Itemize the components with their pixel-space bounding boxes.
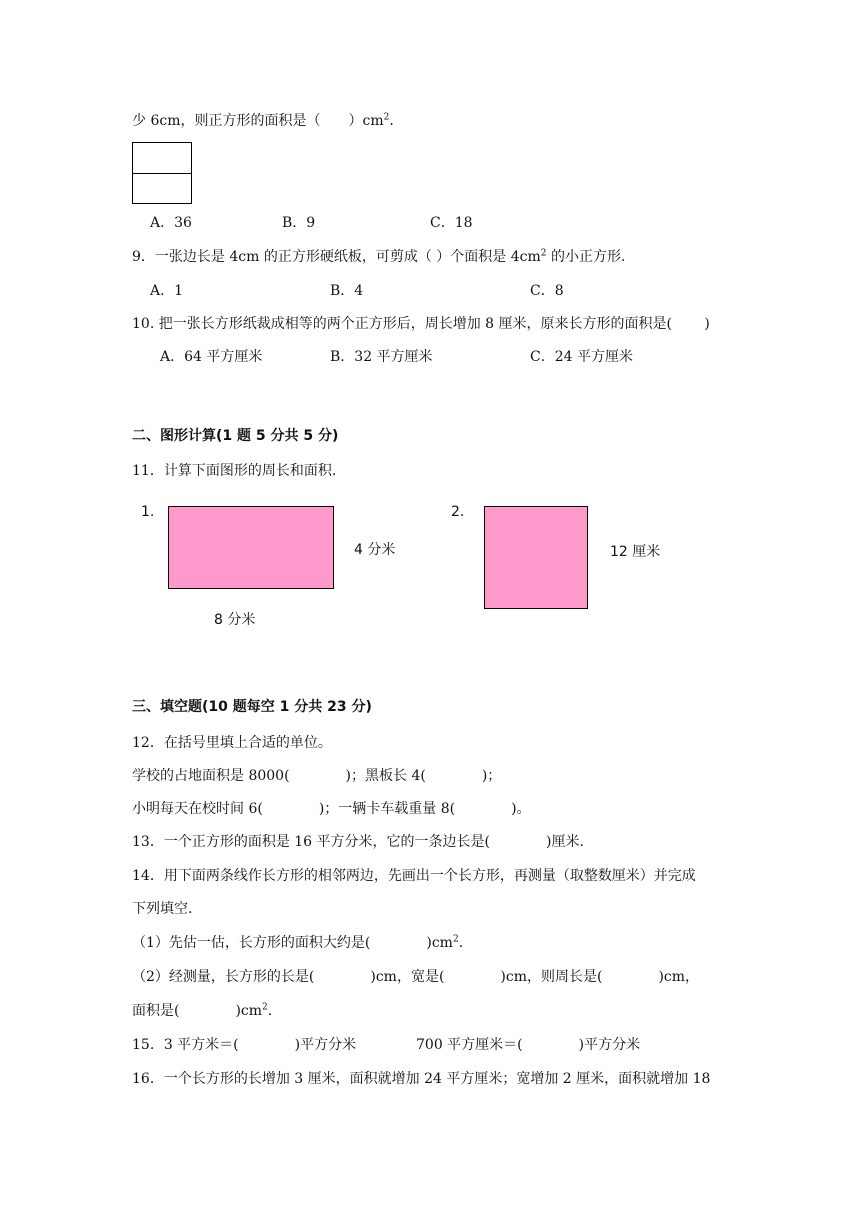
q15-right: 700 平方厘米＝( )平方分米 <box>416 1037 641 1053</box>
q8-superscript: 2 <box>383 112 390 123</box>
q10-option-c: C．24 平方厘米 <box>530 349 633 365</box>
q14-part-2-cont-main: 面积是( )cm <box>132 1003 263 1019</box>
q14-part-2: （2）经测量，长方形的长是( )cm，宽是( )cm，则周长是( )cm， <box>132 969 700 985</box>
q15-left: 15．3 平方米＝( )平方分米 <box>132 1037 357 1053</box>
q9-text-end: 的小正方形. <box>546 249 626 265</box>
q10-option-b: B．32 平方厘米 <box>330 349 433 365</box>
q8-option-c: C．18 <box>430 215 473 231</box>
figure-1-number: 1. <box>141 504 155 520</box>
q14-part-2-cont-end: . <box>267 1003 273 1019</box>
section-3-heading: 三、填空题(10 题每空 1 分共 23 分) <box>132 699 372 715</box>
figure-1-width-label: 4 分米 <box>354 542 396 558</box>
section-2-heading: 二、图形计算(1 题 5 分共 5 分) <box>132 428 339 444</box>
q16-text: 16．一个长方形的长增加 3 厘米，面积就增加 24 平方厘米；宽增加 2 厘米，面积就增加 18 <box>132 1071 711 1087</box>
q14-part-1-main: （1）先估一估，长方形的面积大约是( )cm <box>132 935 453 951</box>
q8-text-tail <box>132 111 394 131</box>
q12-text: 12．在括号里填上合适的单位。 <box>132 735 332 751</box>
q11-text: 11．计算下面图形的周长和面积. <box>132 463 337 479</box>
q9-text <box>132 247 625 267</box>
q9-option-a: A．1 <box>150 283 184 299</box>
q13-text: 13．一个正方形的面积是 16 平方分米，它的一条边长是( )厘米. <box>132 834 584 850</box>
q8-option-a: A．36 <box>150 215 192 231</box>
q8-text-end: . <box>389 113 394 129</box>
q8-split-rectangle-figure <box>132 142 192 204</box>
figure-2-number: 2. <box>451 504 465 520</box>
q14-text-continued: 下列填空. <box>132 901 193 917</box>
q8-option-b: B．9 <box>282 215 316 231</box>
q14-part-1-superscript: 2 <box>452 934 459 945</box>
figure-1-rectangle <box>168 506 334 589</box>
figure-1-length-label: 8 分米 <box>214 612 256 628</box>
q10-text: 10. 把一张长方形纸裁成相等的两个正方形后，周长增加 8 厘米，原来长方形的面积是( ) <box>132 316 710 332</box>
q14-part-1 <box>132 933 463 953</box>
q9-option-b: B．4 <box>330 283 364 299</box>
q14-text: 14．用下面两条线作长方形的相邻两边，先画出一个长方形，再测量（取整数厘米）并完成 <box>132 868 696 884</box>
figure-2-side-label: 12 厘米 <box>610 544 661 560</box>
q8-text-main: 少 6cm，则正方形的面积是（ ）cm <box>132 113 384 129</box>
q14-part-2-cont-superscript: 2 <box>262 1002 268 1013</box>
q14-part-2-continued <box>132 1001 272 1021</box>
figure-2-square <box>484 506 588 609</box>
q9-option-c: C．8 <box>530 283 564 299</box>
q12-line-1: 学校的占地面积是 8000( )；黑板长 4( )； <box>132 768 502 784</box>
q14-part-1-end: . <box>458 935 464 951</box>
q9-superscript: 2 <box>540 248 547 259</box>
q9-text-main: 9．一张边长是 4cm 的正方形硬纸板，可剪成（ ）个面积是 4cm <box>132 249 541 265</box>
q10-option-a: A．64 平方厘米 <box>160 349 263 365</box>
q12-line-2: 小明每天在校时间 6( )；一辆卡车载重量 8( )。 <box>132 801 531 817</box>
